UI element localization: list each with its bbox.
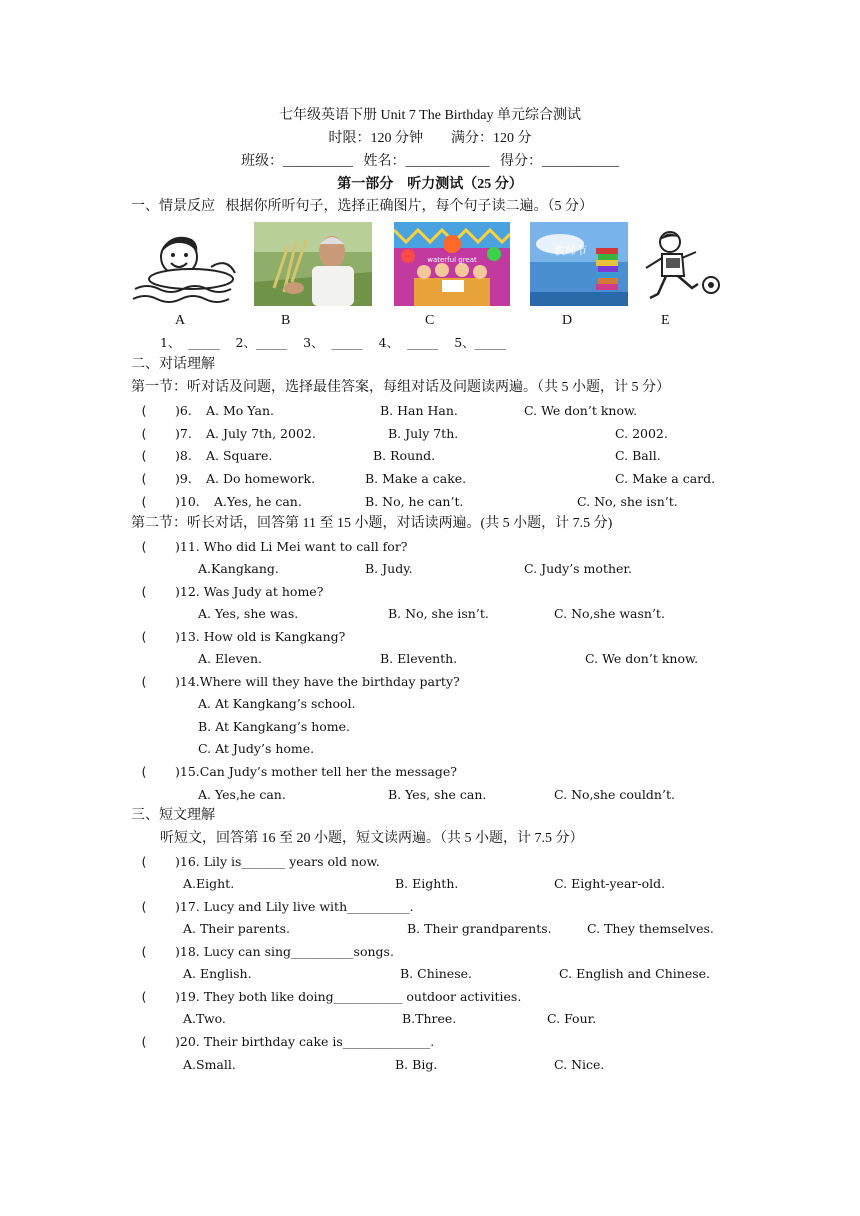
option-a: A.Yes, he can.	[214, 494, 302, 509]
option-c: C. At Judy’s home.	[198, 741, 315, 756]
option-b: B. Yes, she can.	[388, 787, 487, 802]
option-a: A. English.	[183, 966, 252, 981]
picture-label-a: A	[175, 313, 186, 328]
answer-paren: (	[140, 539, 148, 554]
option-b: B. Chinese.	[400, 966, 472, 981]
option-b: B. Judy.	[365, 561, 413, 576]
picture-d-teachers-day	[530, 222, 628, 306]
question-number: )8.	[175, 448, 192, 463]
picture-c-banner-text: waterful great	[427, 256, 477, 264]
answer-paren: (	[140, 1034, 148, 1049]
option-c: C. Eight-year-old.	[554, 876, 666, 891]
option-a: A. Do homework.	[206, 471, 316, 486]
answer-paren: (	[140, 764, 148, 779]
option-b: B. Make a cake.	[365, 471, 467, 486]
question-number: )6.	[175, 403, 192, 418]
picture-c-birthday-party	[394, 222, 510, 306]
option-b: B. Han Han.	[380, 403, 458, 418]
question-15: )15.Can Judy’s mother tell her the message?	[175, 764, 457, 779]
option-c: C. No,she wasn’t.	[554, 606, 665, 621]
option-c: C. No, she isn’t.	[577, 494, 678, 509]
option-c: C. English and Chinese.	[559, 966, 711, 981]
picture-label-b: B	[281, 313, 291, 328]
question-number: )9.	[175, 471, 192, 486]
option-a: A. Their parents.	[183, 921, 290, 936]
option-a: A.Kangkang.	[198, 561, 279, 576]
time-limit-line: 时限：120 分钟 满分：120 分	[328, 131, 532, 146]
option-b: B.Three.	[402, 1011, 457, 1026]
answer-blanks-line: 1、 _____ 2、_____ 3、 _____ 4、 _____ 5、_____	[160, 335, 506, 350]
answer-paren: (	[140, 494, 148, 509]
section3-title: 三、短文理解	[131, 808, 215, 823]
option-b: B. Big.	[395, 1057, 438, 1072]
option-b: B. Eighth.	[395, 876, 459, 891]
option-a: A. Yes,he can.	[198, 787, 286, 802]
picture-label-d: D	[562, 313, 573, 328]
question-number: )10.	[175, 494, 200, 509]
question-19: )19. They both like doing___________ outdoor activities.	[175, 989, 522, 1004]
answer-paren: (	[140, 944, 148, 959]
answer-paren: (	[140, 899, 148, 914]
option-c: C. No,she couldn’t.	[554, 787, 675, 802]
option-a: A.Two.	[183, 1011, 226, 1026]
part1-heading: 第一部分 听力测试（25 分）	[337, 177, 523, 192]
question-16: )16. Lily is_______ years old now.	[175, 854, 380, 869]
section2-sub2: 第二节：听长对话，回答第 11 至 15 小题，对话读两遍。(共 5 小题，计 7.5 分)	[131, 516, 613, 531]
student-info-line: 班级：__________ 姓名：____________ 得分：___________	[241, 154, 619, 169]
question-17: )17. Lucy and Lily live with__________.	[175, 899, 414, 914]
option-a: A. Eleven.	[198, 651, 262, 666]
picture-d-text: 教师节	[554, 244, 587, 257]
option-a: A. At Kangkang’s school.	[198, 696, 356, 711]
option-b: B. Round.	[373, 448, 436, 463]
picture-e-football-boy	[640, 228, 724, 308]
answer-paren: (	[140, 854, 148, 869]
picture-a-swimmer	[131, 227, 239, 307]
answer-paren: (	[140, 674, 148, 689]
question-11: )11. Who did Li Mei want to call for?	[175, 539, 408, 554]
section3-intro: 听短文，回答第 16 至 20 小题，短文读两遍。（共 5 小题，计 7.5 分）	[160, 831, 584, 846]
option-a: A.Small.	[183, 1057, 236, 1072]
option-c: C. Ball.	[615, 448, 661, 463]
option-b: B. At Kangkang’s home.	[198, 719, 351, 734]
option-a: A. Yes, she was.	[198, 606, 299, 621]
option-c: C. They themselves.	[587, 921, 714, 936]
section1-title: 一、情景反应 根据你所听句子，选择正确图片，每个句子读二遍。（5 分）	[131, 199, 593, 214]
option-b: B. Their grandparents.	[407, 921, 552, 936]
option-c: C. Judy’s mother.	[524, 561, 632, 576]
picture-b-farmer	[254, 222, 372, 306]
option-c: C. Four.	[547, 1011, 597, 1026]
question-13: )13. How old is Kangkang?	[175, 629, 346, 644]
option-a: A.Eight.	[183, 876, 235, 891]
question-20: )20. Their birthday cake is______________.	[175, 1034, 435, 1049]
option-b: B. Eleventh.	[380, 651, 458, 666]
option-a: A. Mo Yan.	[206, 403, 275, 418]
question-12: )12. Was Judy at home?	[175, 584, 324, 599]
answer-paren: (	[140, 629, 148, 644]
answer-paren: (	[140, 403, 148, 418]
option-a: A. Square.	[206, 448, 273, 463]
option-c: C. Nice.	[554, 1057, 605, 1072]
option-c: C. We don’t know.	[524, 403, 638, 418]
picture-label-e: E	[661, 313, 670, 328]
option-b: B. July 7th.	[388, 426, 459, 441]
question-14: )14.Where will they have the birthday party?	[175, 674, 460, 689]
exam-title: 七年级英语下册 Unit 7 The Birthday 单元综合测试	[279, 108, 581, 123]
option-c: C. We don’t know.	[585, 651, 699, 666]
section2-sub1: 第一节：听对话及问题，选择最佳答案，每组对话及问题读两遍。（共 5 小题，计 5 分）	[131, 380, 670, 395]
answer-paren: (	[140, 584, 148, 599]
option-c: C. 2002.	[615, 426, 668, 441]
answer-paren: (	[140, 448, 148, 463]
option-c: C. Make a card.	[615, 471, 716, 486]
option-b: B. No, he can’t.	[365, 494, 464, 509]
question-18: )18. Lucy can sing__________songs.	[175, 944, 394, 959]
question-number: )7.	[175, 426, 192, 441]
picture-label-c: C	[425, 313, 435, 328]
answer-paren: (	[140, 989, 148, 1004]
option-a: A. July 7th, 2002.	[206, 426, 316, 441]
option-b: B. No, she isn’t.	[388, 606, 489, 621]
section2-title: 二、对话理解	[131, 357, 215, 372]
answer-paren: (	[140, 426, 148, 441]
answer-paren: (	[140, 471, 148, 486]
